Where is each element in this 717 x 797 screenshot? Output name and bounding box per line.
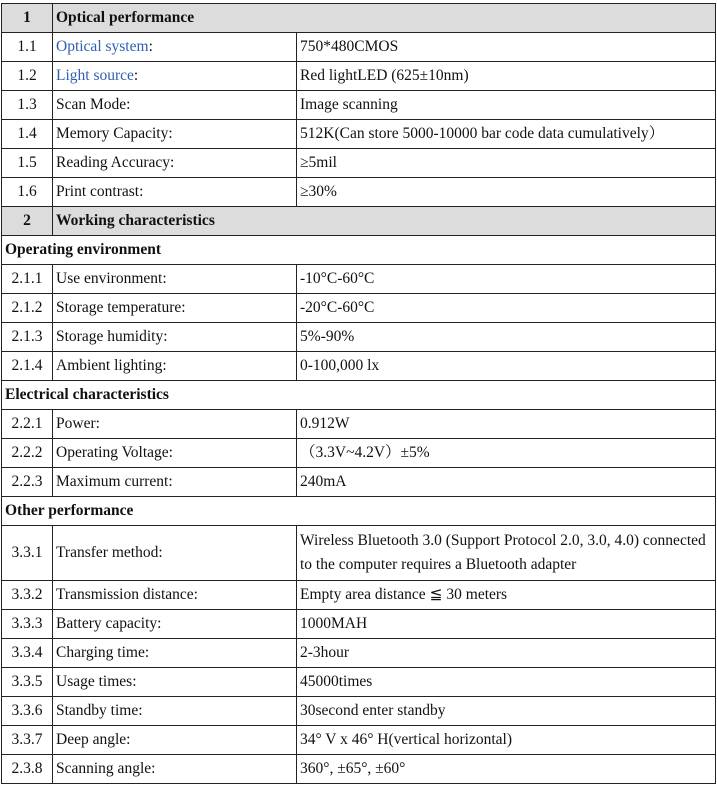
row-value: 240mA bbox=[297, 468, 716, 497]
row-label: Reading Accuracy: bbox=[53, 149, 297, 178]
table-row bbox=[2, 352, 716, 381]
row-number: 3.3.3 bbox=[2, 610, 53, 639]
table-row bbox=[2, 668, 716, 697]
row-label: Storage humidity: bbox=[53, 323, 297, 352]
row-label: Maximum current: bbox=[53, 468, 297, 497]
table-row bbox=[2, 178, 716, 207]
table-row bbox=[2, 149, 716, 178]
row-number: 2.1.1 bbox=[2, 265, 53, 294]
table-row bbox=[2, 468, 716, 497]
row-value: ≥30% bbox=[297, 178, 716, 207]
table-row bbox=[2, 33, 716, 62]
row-label bbox=[53, 33, 297, 62]
row-value: 360°, ±65°, ±60° bbox=[297, 755, 716, 784]
table-row bbox=[2, 439, 716, 468]
table-row bbox=[2, 639, 716, 668]
row-label: Storage temperature: bbox=[53, 294, 297, 323]
row-label-text: Optical system bbox=[56, 38, 149, 55]
row-value: 30second enter standby bbox=[297, 697, 716, 726]
row-label: Battery capacity: bbox=[53, 610, 297, 639]
row-value: 750*480CMOS bbox=[297, 33, 716, 62]
table-row bbox=[2, 62, 716, 91]
row-value: Image scanning bbox=[297, 91, 716, 120]
row-label-colon: : bbox=[148, 38, 153, 55]
row-label: Transmission distance: bbox=[53, 581, 297, 610]
table-row bbox=[2, 120, 716, 149]
row-value: -10°C-60°C bbox=[297, 265, 716, 294]
row-label-text: Light source bbox=[56, 67, 134, 84]
section-title: Optical performance bbox=[53, 4, 716, 33]
section-number: 2 bbox=[2, 207, 53, 236]
row-number: 3.3.1 bbox=[2, 526, 53, 581]
subsection-title: Other performance bbox=[2, 497, 716, 526]
row-number: 3.3.5 bbox=[2, 668, 53, 697]
row-number: 3.3.7 bbox=[2, 726, 53, 755]
row-value: 45000times bbox=[297, 668, 716, 697]
spec-table bbox=[1, 3, 716, 784]
subsection-title: Electrical characteristics bbox=[2, 381, 716, 410]
table-row bbox=[2, 294, 716, 323]
row-label: Transfer method: bbox=[53, 526, 297, 581]
row-value: 34° V x 46° H(vertical horizontal) bbox=[297, 726, 716, 755]
row-label: Standby time: bbox=[53, 697, 297, 726]
row-value: （3.3V~4.2V）±5% bbox=[297, 439, 716, 468]
row-number: 1.1 bbox=[2, 33, 53, 62]
row-number: 3.3.4 bbox=[2, 639, 53, 668]
table-row bbox=[2, 726, 716, 755]
subsection-title: Operating environment bbox=[2, 236, 716, 265]
row-number: 2.1.2 bbox=[2, 294, 53, 323]
table-row bbox=[2, 610, 716, 639]
row-number: 2.1.3 bbox=[2, 323, 53, 352]
table-row bbox=[2, 526, 716, 581]
section-number: 1 bbox=[2, 4, 53, 33]
row-number: 1.4 bbox=[2, 120, 53, 149]
row-value: Empty area distance ≦ 30 meters bbox=[297, 581, 716, 610]
row-value: 1000MAH bbox=[297, 610, 716, 639]
row-value: -20°C-60°C bbox=[297, 294, 716, 323]
section-header bbox=[2, 207, 716, 236]
row-label: Power: bbox=[53, 410, 297, 439]
subsection-header bbox=[2, 236, 716, 265]
row-number: 2.2.1 bbox=[2, 410, 53, 439]
row-label: Usage times: bbox=[53, 668, 297, 697]
subsection-header bbox=[2, 497, 716, 526]
row-label: Print contrast: bbox=[53, 178, 297, 207]
row-value: 0-100,000 lx bbox=[297, 352, 716, 381]
row-value: 0.912W bbox=[297, 410, 716, 439]
section-title: Working characteristics bbox=[53, 207, 716, 236]
row-number: 1.6 bbox=[2, 178, 53, 207]
row-label-colon: : bbox=[133, 67, 139, 84]
row-value: Wireless Bluetooth 3.0 (Support Protocol 2.0, 3.0, 4.0) connected to the computer requires a Bluetooth adapter bbox=[297, 526, 716, 581]
row-number: 2.1.4 bbox=[2, 352, 53, 381]
row-label: Ambient lighting: bbox=[53, 352, 297, 381]
row-label: Charging time: bbox=[53, 639, 297, 668]
table-row bbox=[2, 755, 716, 784]
row-value: 2-3hour bbox=[297, 639, 716, 668]
table-row bbox=[2, 265, 716, 294]
table-row bbox=[2, 323, 716, 352]
table-row bbox=[2, 91, 716, 120]
row-value: 512K(Can store 5000-10000 bar code data cumulatively） bbox=[297, 120, 716, 149]
row-value: Red lightLED (625±10nm) bbox=[297, 62, 716, 91]
row-label bbox=[53, 62, 297, 91]
row-number: 2.2.3 bbox=[2, 468, 53, 497]
row-number: 1.5 bbox=[2, 149, 53, 178]
row-label: Deep angle: bbox=[53, 726, 297, 755]
row-number: 1.2 bbox=[2, 62, 53, 91]
subsection-header bbox=[2, 381, 716, 410]
row-value: ≥5mil bbox=[297, 149, 716, 178]
row-label: Operating Voltage: bbox=[53, 439, 297, 468]
row-label: Use environment: bbox=[53, 265, 297, 294]
row-number: 3.3.6 bbox=[2, 697, 53, 726]
row-number: 3.3.2 bbox=[2, 581, 53, 610]
section-header bbox=[2, 4, 716, 33]
row-label: Scanning angle: bbox=[53, 755, 297, 784]
table-row bbox=[2, 697, 716, 726]
row-value: 5%-90% bbox=[297, 323, 716, 352]
table-row bbox=[2, 581, 716, 610]
row-number: 2.3.8 bbox=[2, 755, 53, 784]
row-label: Memory Capacity: bbox=[53, 120, 297, 149]
row-number: 2.2.2 bbox=[2, 439, 53, 468]
table-row bbox=[2, 410, 716, 439]
row-label: Scan Mode: bbox=[53, 91, 297, 120]
row-number: 1.3 bbox=[2, 91, 53, 120]
